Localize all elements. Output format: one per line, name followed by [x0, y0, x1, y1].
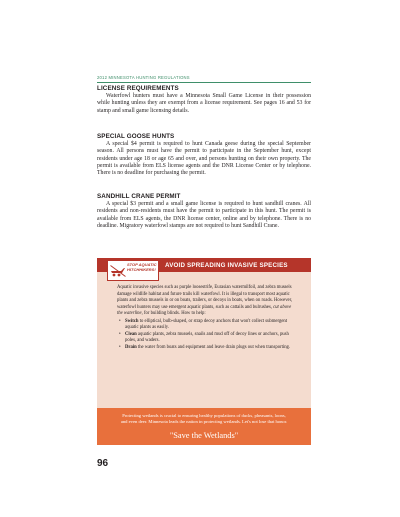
bullet-icon: • [119, 344, 121, 350]
bullet-label: Switch [125, 318, 139, 324]
section-heading: SPECIAL GOOSE HUNTS [97, 133, 175, 140]
list-item [117, 332, 297, 345]
bullet-label: Drain [125, 344, 137, 350]
bullet-icon: • [119, 318, 121, 324]
stop-hitchhikers-badge [107, 260, 159, 281]
page-number: 96 [97, 458, 109, 469]
bullet-text: aquatic plants, zebra mussels, snails and mud off of decoy lines or anchors, push poles, and waders. [125, 331, 289, 343]
badge-text: STOP AQUATIC HITCHHIKERS! [127, 262, 157, 272]
section-license-requirements [97, 85, 311, 115]
bullet-text: the water from boats and equipment and leave drain plugs out when transporting. [137, 344, 291, 350]
section-sandhill-crane-permit [97, 193, 311, 230]
bullet-icon: • [119, 331, 121, 337]
boat-trailer-icon [110, 265, 126, 277]
section-heading: LICENSE REQUIREMENTS [97, 85, 179, 92]
list-item [117, 319, 297, 332]
bullet-label: Clean [125, 331, 137, 337]
intro-italic-text: cut above the waterline, [117, 304, 292, 316]
section-paragraph: A special $4 permit is required to hunt Canada geese during the special September season. All persons must have the permit to participate in the September hunt, except residents under age 18 or age 65 and over, and persons hunting on their own property. The permit is available from ELS license agents and the DNR License Center or by telephone. There is no deadline for purchasing the permit. [97, 141, 311, 177]
invasive-species-title: AVOID SPREADING INVASIVE SPECIES [165, 262, 288, 269]
wetlands-slogan: "Save the Wetlands" [169, 431, 239, 440]
bullet-text: to elliptical, bulb-shaped, or strap decoy anchors that won't collect submergent aquatic plants as easily. [125, 318, 288, 330]
how-to-help-list [117, 319, 297, 352]
list-item [117, 345, 297, 352]
section-paragraph: A special $3 permit and a small game license is required to hunt sandhill cranes. All residents and non-residents must have the permit to participate in this hunt. The permit is available from ELS agents, the DNR license center, online and by telephone. There is no deadline. Migratory waterfowl stamps are not required to hunt Sandhill Crane. [97, 201, 311, 229]
invasive-species-body [117, 285, 297, 351]
intro-text: Aquatic invasive species such as purple loosestrife, Eurasian watermilfoil, and zebra mussels damage wildlife habitat and future trails kill waterfowl. It is illegal to transport most aquatic plants and zebra mussels in or on boats, trailers, or decoys in boats, when on roads. However, waterfowl hunters may use emergent aquatic plants, such as cattails and bulrushes, [117, 285, 293, 310]
section-special-goose-hunts [97, 133, 311, 177]
invasive-species-intro [117, 285, 297, 318]
section-heading: SANDHILL CRANE PERMIT [97, 193, 181, 200]
invasive-species-box [97, 258, 311, 409]
section-paragraph: Waterfowl hunters must have a Minnesota Small Game License in their possession while hunting unless they are exempt from a license requirement. See pages 16 and 53 for stamp and small game licensing details. [97, 93, 311, 114]
wetlands-text: Protecting wetlands is crucial to ensuring healthy populations of ducks, pheasants, loons, and even deer. Minnesota leads the nation in protecting wetlands. Let's not lose that honor. [120, 413, 288, 424]
running-head: 2012 MINNESOTA HUNTING REGULATIONS [97, 75, 311, 83]
save-wetlands-box [97, 408, 311, 445]
intro-text-end: for building blinds. How to help: [143, 311, 206, 316]
